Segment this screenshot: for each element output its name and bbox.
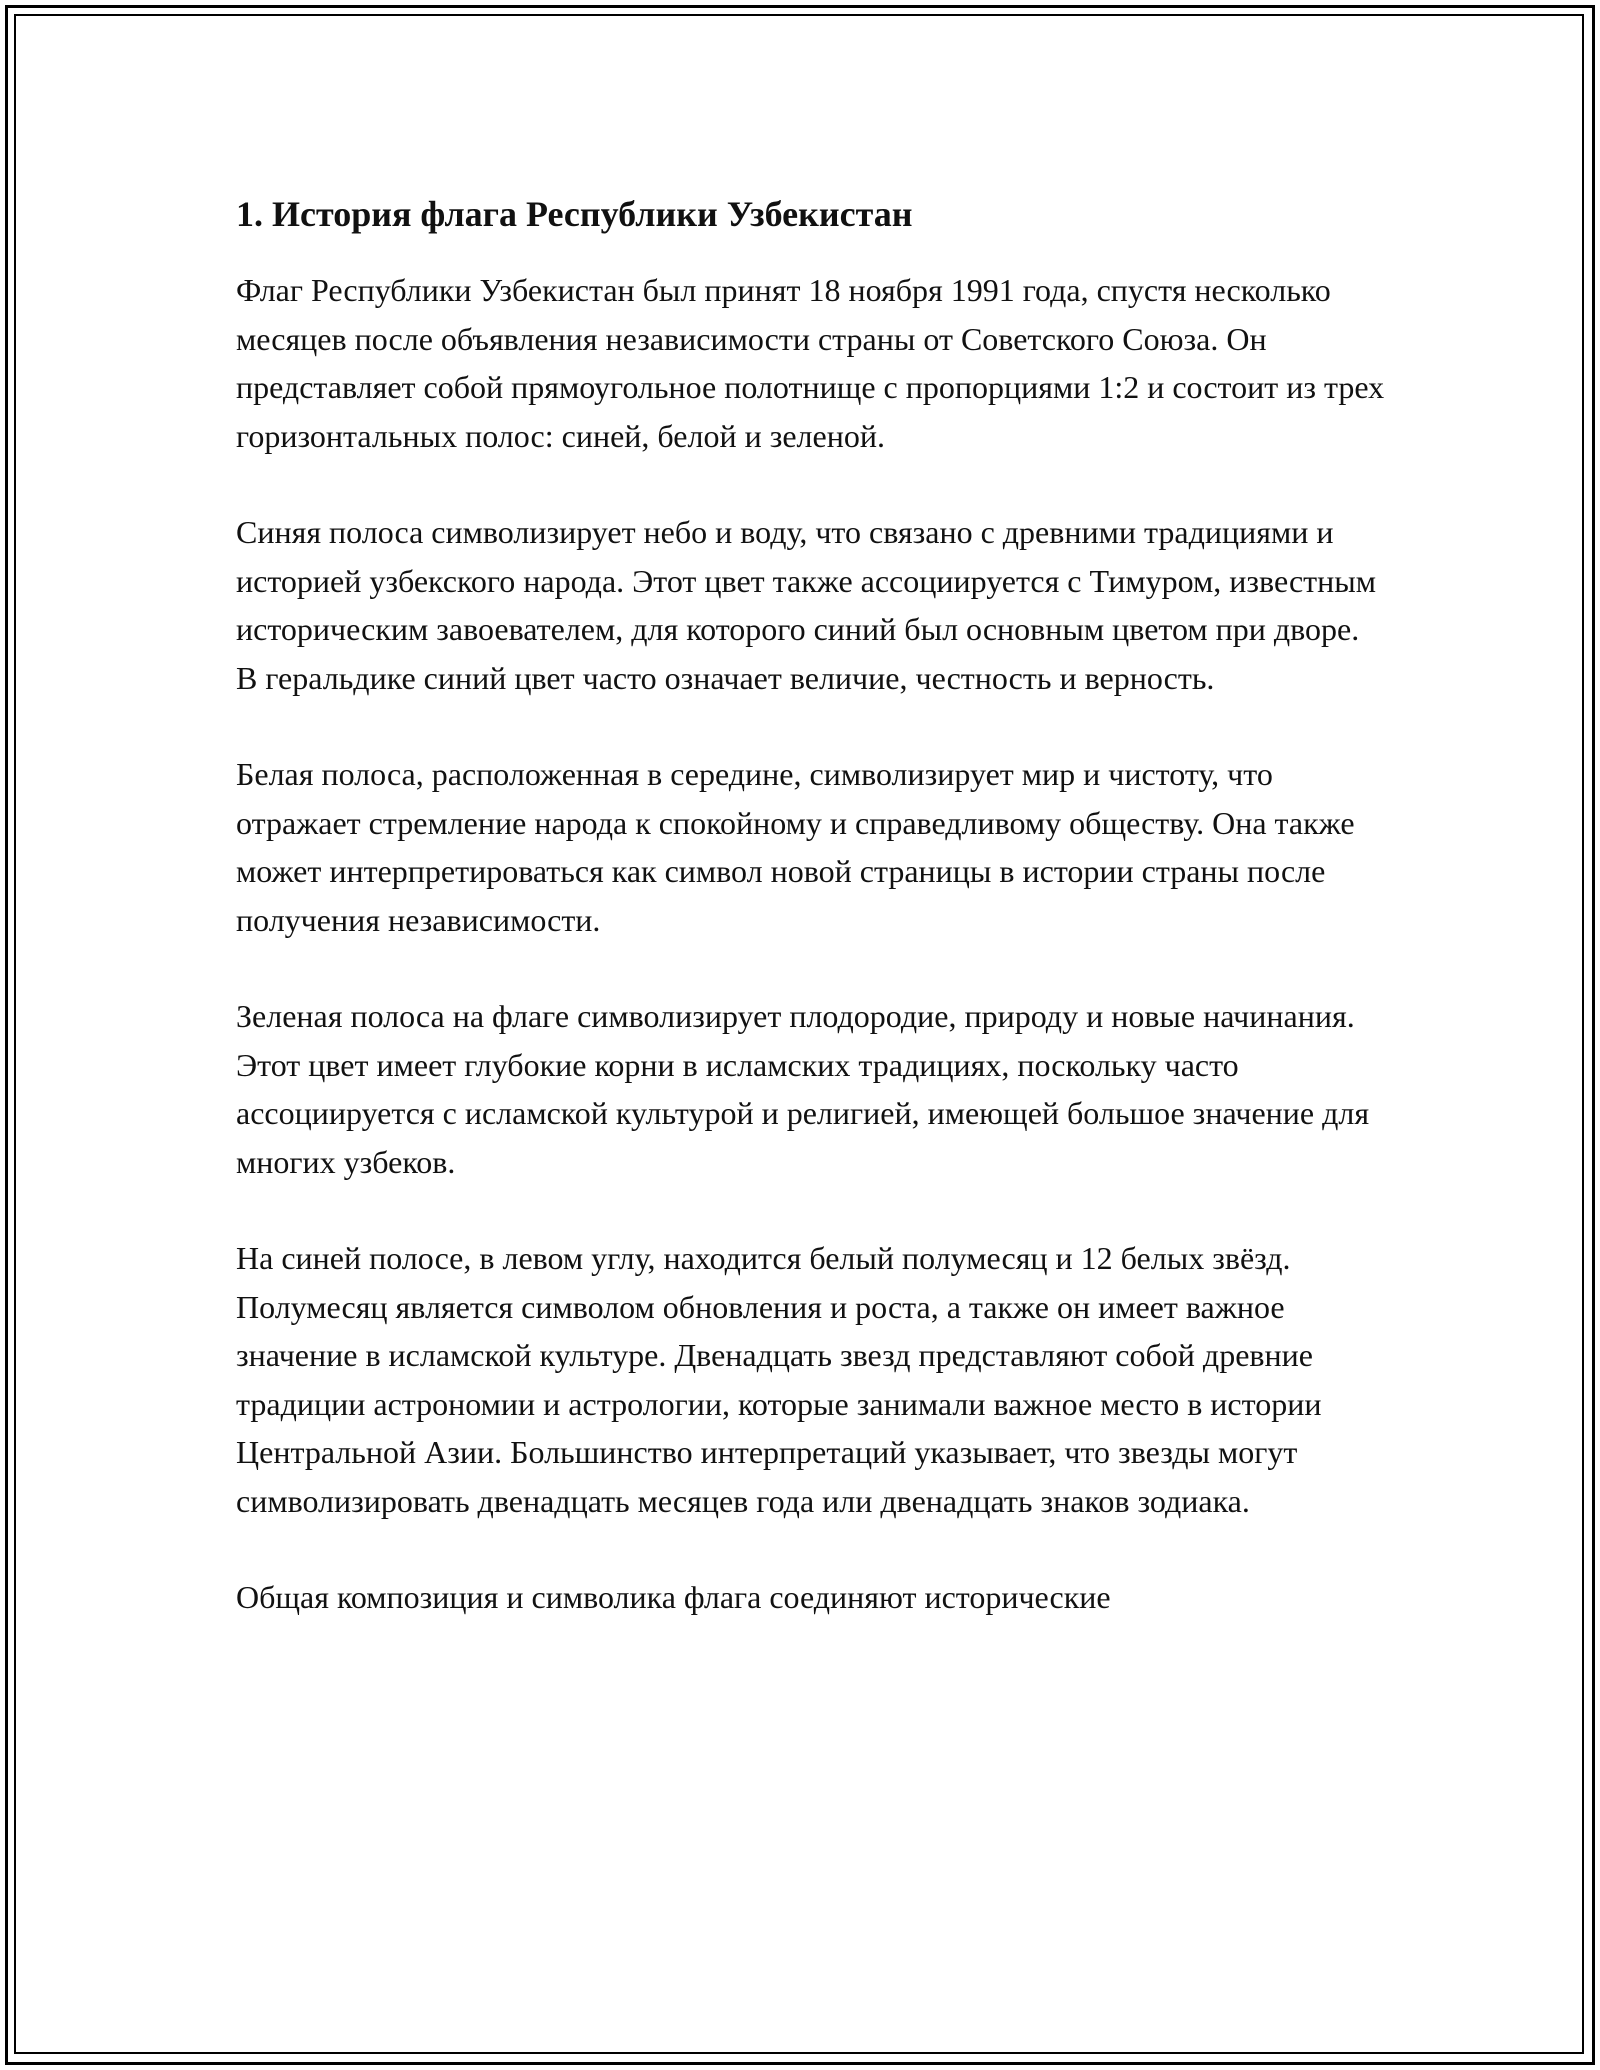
paragraph-flag-adoption: Флаг Республики Узбекистан был принят 18 ноября 1991 года, спустя несколько месяцев после объявления независимости страны от Советского Союза. Он представляет собой прямоугольное полотнище с пропорциями 1:2 и состоит из трех горизонтальных полос: синей, белой и зеленой.	[236, 272, 1385, 454]
paragraph-white-stripe: Белая полоса, расположенная в середине, символизирует мир и чистоту, что отражает стремление народа к спокойному и справедливому обществу. Она также может интерпретироваться как символ новой страницы в истории страны после получения независимости.	[236, 756, 1355, 938]
paragraph-composition: Общая композиция и символика флага соединяют исторические	[236, 1579, 1111, 1615]
paragraph-blue-stripe: Синяя полоса символизирует небо и воду, что связано с древними традициями и историей узбекского народа. Этот цвет также ассоциируется с Тимуром, известным историческим завоевателем, для которого синий был основным цветом при дворе. В геральдике синий цвет часто означает величие, честность и верность.	[236, 514, 1376, 696]
paragraph-crescent-stars: На синей полосе, в левом углу, находится белый полумесяц и 12 белых звёзд. Полумесяц является символом обновления и роста, а также он имеет важное значение в исламской культуре. Двенадцать звезд представляют собой древние традиции астрономии и астрологии, которые занимали важное место в истории Центральной Азии. Большинство интерпретаций указывает, что звезды могут символизировать двенадцать месяцев года или двенадцать знаков зодиака.	[236, 1240, 1322, 1519]
document-body	[236, 184, 1386, 1622]
paragraph-green-stripe: Зеленая полоса на флаге символизирует плодородие, природу и новые начинания. Этот цвет имеет глубокие корни в исламских традициях, поскольку часто ассоциируется с исламской культурой и религией, имеющей большое значение для многих узбеков.	[236, 998, 1370, 1180]
section-heading: 1. История флага Республики Узбекистан	[236, 194, 913, 234]
